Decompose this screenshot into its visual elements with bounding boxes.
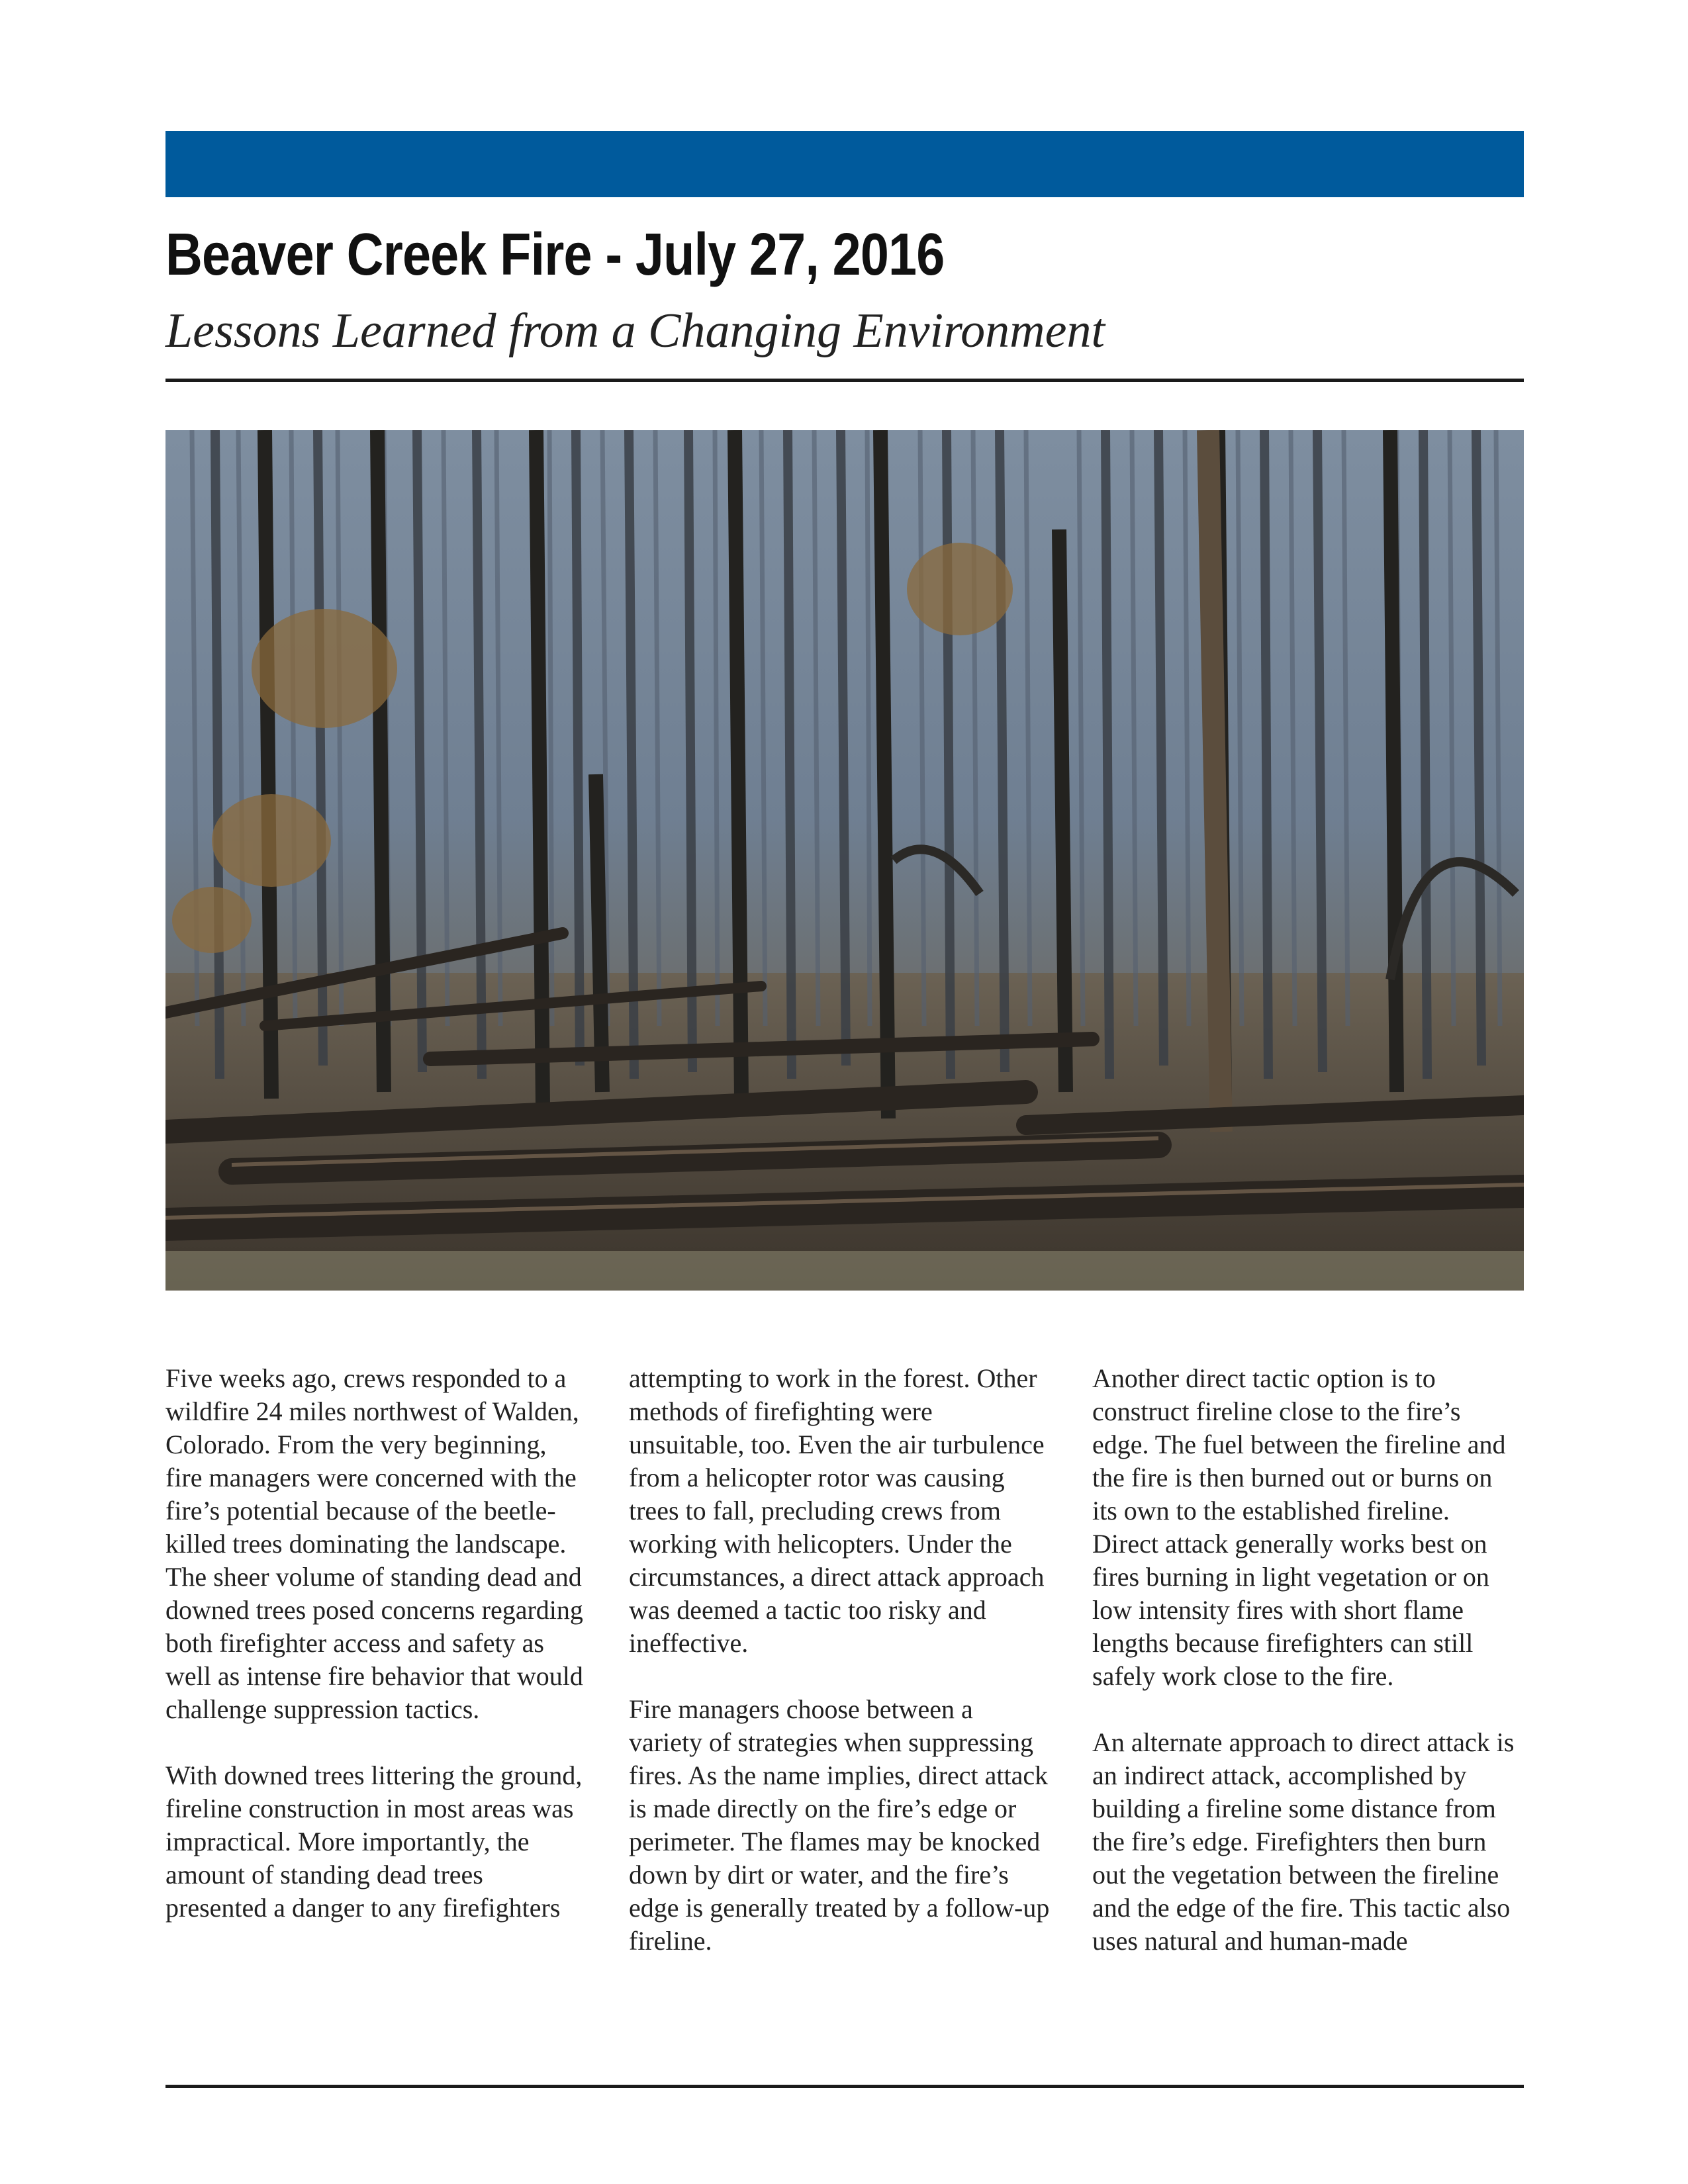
- paragraph: Five weeks ago, crews responded to a wildfire 24 miles northwest of Walden, Colorado. From the very beginning, fire managers were concerned with the fire’s potential because of the beetle-killed trees dominating the landscape. The sheer volume of standing dead and downed trees posed concerns regarding both firefighter access and safety as well as intense fire behavior that would challenge suppression tactics.: [165, 1363, 583, 1724]
- footer-divider: [165, 2085, 1524, 2088]
- page-subtitle: Lessons Learned from a Changing Environment: [165, 304, 1105, 358]
- title-divider: [165, 379, 1524, 382]
- page-title: Beaver Creek Fire - July 27, 2016: [165, 222, 945, 288]
- column-3: [1092, 1362, 1516, 1991]
- article-body: [165, 1362, 1524, 2024]
- paragraph: Another direct tactic option is to construct fireline close to the fire’s edge. The fuel between the fireline and the fire is then burned out or burns on its own to the established fireline. Direct attack generally works best on fires burning in light vegetation or on low intensity fires with short flame lengths because firefighters can still safely work close to the fire.: [1092, 1363, 1506, 1691]
- column-2: [629, 1362, 1053, 1991]
- paragraph: Fire managers choose between a variety of strategies when suppressing fires. As the name implies, direct attack is made directly on the fire’s edge or perimeter. The flames may be knocked down by dirt or water, and the fire’s edge is generally treated by a follow-up fireline.: [629, 1694, 1050, 1956]
- header-color-band: [165, 131, 1524, 197]
- paragraph: With downed trees littering the ground, fireline construction in most areas was impractical. More importantly, the amount of standing dead trees presented a danger to any firefighters: [165, 1760, 583, 1923]
- burned-forest-photo: [165, 430, 1524, 1291]
- burned-forest-photo-icon: [165, 430, 1524, 1291]
- paragraph: An alternate approach to direct attack is an indirect attack, accomplished by building a fireline some distance from the fire’s edge. Firefighters then burn out the vegetation between the fireline and the edge of the fire. This tactic also uses natural and human-made: [1092, 1727, 1515, 1956]
- column-1: [165, 1362, 589, 1958]
- paragraph: attempting to work in the forest. Other methods of firefighting were unsuitable, too. Even the air turbulence from a helicopter rotor was causing trees to fall, precluding crews from working with helicopters. Under the circumstances, a direct attack approach was deemed a tactic too risky and ineffective.: [629, 1363, 1045, 1658]
